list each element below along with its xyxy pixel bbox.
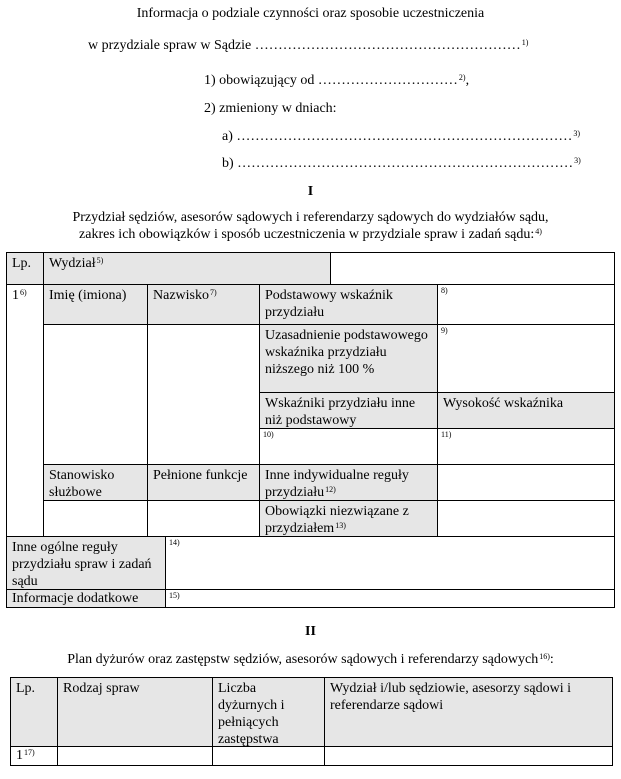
change-date-a: a) ………………………………………………………………$^{3)}$ <box>222 129 581 144</box>
case-type-header: Rodzaj spraw <box>57 677 212 746</box>
first-name-header: Imię (imiona) <box>43 284 147 324</box>
section-1-title-line1: Przydział sędziów, asesorów sądowych i referendarzy sądowych do wydziałów sądu, <box>72 210 549 225</box>
justification-header: Uzasadnienie podstawowego wskaźnika przydziału niższego niż 100 % <box>259 324 437 392</box>
general-rules-header: Inne ogólne reguły przydziału spraw i zadań sądu <box>6 536 165 589</box>
duty-row-number: 1$^{17)}$ <box>16 748 35 763</box>
functions-header: Pełnione funkcje <box>147 464 259 500</box>
ratio-amount-header: Wysokość wskaźnika <box>437 392 615 428</box>
surname-header: Nazwisko$^{7)}$ <box>147 284 259 324</box>
duty-staff-header: Wydział i/lub sędziowie, asesorzy sądowi i referendarze sądowi <box>324 677 612 746</box>
document-title: Informacja o podziale czynności oraz sposobie uczestniczenia <box>136 6 485 21</box>
duty-count-header: Liczba dyżurnych i pełniących zastępstwa <box>212 677 324 746</box>
section-2-numeral: II <box>305 624 316 639</box>
section-2-title: Plan dyżurów oraz zastępstw sędziów, asesorów sądowych i referendarzy sądowych$^{16)}$: <box>67 652 554 667</box>
position-header: Stanowisko służbowe <box>43 464 147 500</box>
justification-value: 9) <box>441 326 448 335</box>
additional-info-header: Informacje dodatkowe <box>6 589 165 608</box>
effective-from-line: 1) obowiązujący od …………………………$^{2)}$, <box>204 73 470 88</box>
other-ratios-header: Wskaźniki przydziału inne niż podstawowy <box>259 392 437 428</box>
general-rules-value: 14) <box>169 538 180 547</box>
row-number: 1$^{6)}$ <box>12 288 27 303</box>
other-ratios-value: 10) <box>263 430 274 439</box>
additional-info-value: 15) <box>169 591 180 600</box>
ratio-amount-value: 11) <box>441 430 452 439</box>
changed-on-line: 2) zmieniony w dniach: <box>204 101 337 116</box>
division-header: Wydział$^{5)}$ <box>43 252 330 284</box>
section-1-numeral: I <box>307 184 314 199</box>
individual-rules-header: Inne indywidualne reguły przydziału$^{12)}$ <box>259 464 437 500</box>
court-line: w przydziale spraw w Sądzie …………………………………………………$^{1)}$ <box>88 38 529 53</box>
duty-lp-header: Lp. <box>10 677 57 746</box>
section-1-title-line2: zakres ich obowiązków i sposób uczestniczenia w przydziale spraw i zadań sądu:$^{4)}$ <box>79 227 542 242</box>
table-2-border <box>11 678 613 766</box>
base-ratio-value: 8) <box>441 286 448 295</box>
base-ratio-header: Podstawowy wskaźnik przydziału <box>259 284 437 324</box>
duties-header: Obowiązki niezwiązane z przydziałem$^{13)}$ <box>259 500 437 536</box>
change-date-b: b) ………………………………………………………………$^{3)}$ <box>222 156 581 171</box>
table-1-border <box>7 253 615 608</box>
lp-header: Lp. <box>6 252 43 284</box>
